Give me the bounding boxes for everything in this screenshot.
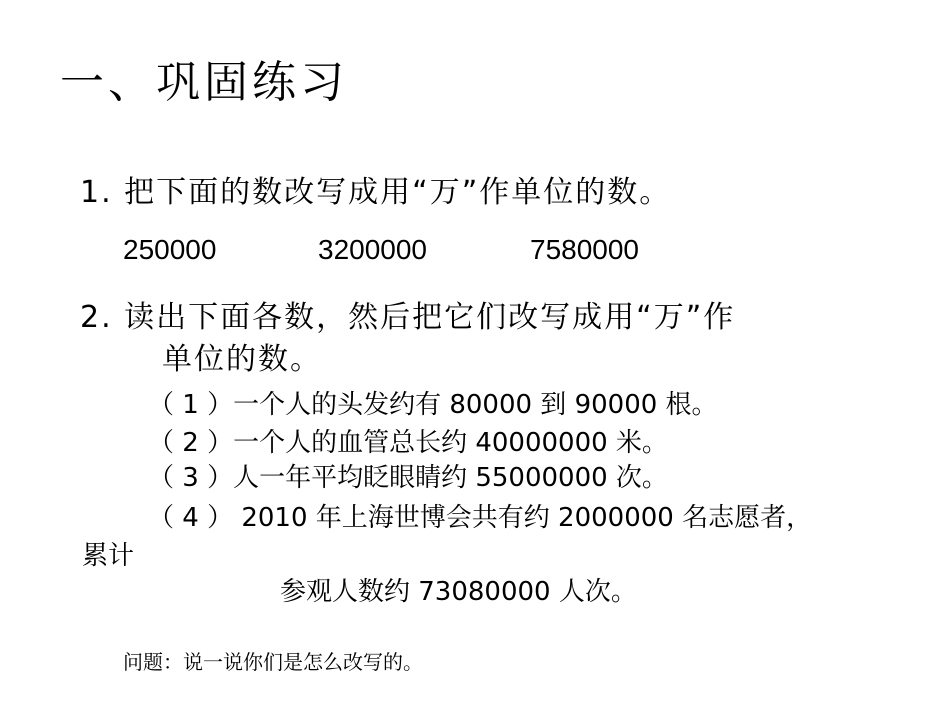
question-2-item-2: （ 2 ）一个人的血管总长约 40000000 米。 [148, 428, 668, 458]
question-2-item-3: （ 3 ）人一年平均眨眼睛约 55000000 次。 [148, 463, 668, 493]
number-1: 250000 [123, 234, 217, 265]
question-2-item-4-continuation: 参观人数约 73080000 人次。 [280, 577, 637, 607]
number-3: 7580000 [530, 234, 640, 265]
question-2-line-1: 2. 读出下面各数，然后把它们改写成用“万”作 [80, 300, 736, 335]
number-2: 3200000 [318, 234, 428, 265]
question-2-item-4: （ 4 ） 2010 年上海世博会共有约 2000000 名志愿者， [148, 503, 813, 533]
question-1: 1. 把下面的数改写成用“万”作单位的数。 [80, 175, 672, 210]
question-2-line-2: 单位的数。 [162, 342, 322, 377]
slide-title: 一、巩固练习 [60, 57, 348, 108]
question-2-item-4-wrap: 累计 [82, 541, 135, 571]
question-2-item-1: （ 1 ）一个人的头发约有 80000 到 90000 根。 [148, 390, 718, 420]
discussion-prompt: 问题：说一说你们是怎么改写的。 [123, 650, 423, 674]
